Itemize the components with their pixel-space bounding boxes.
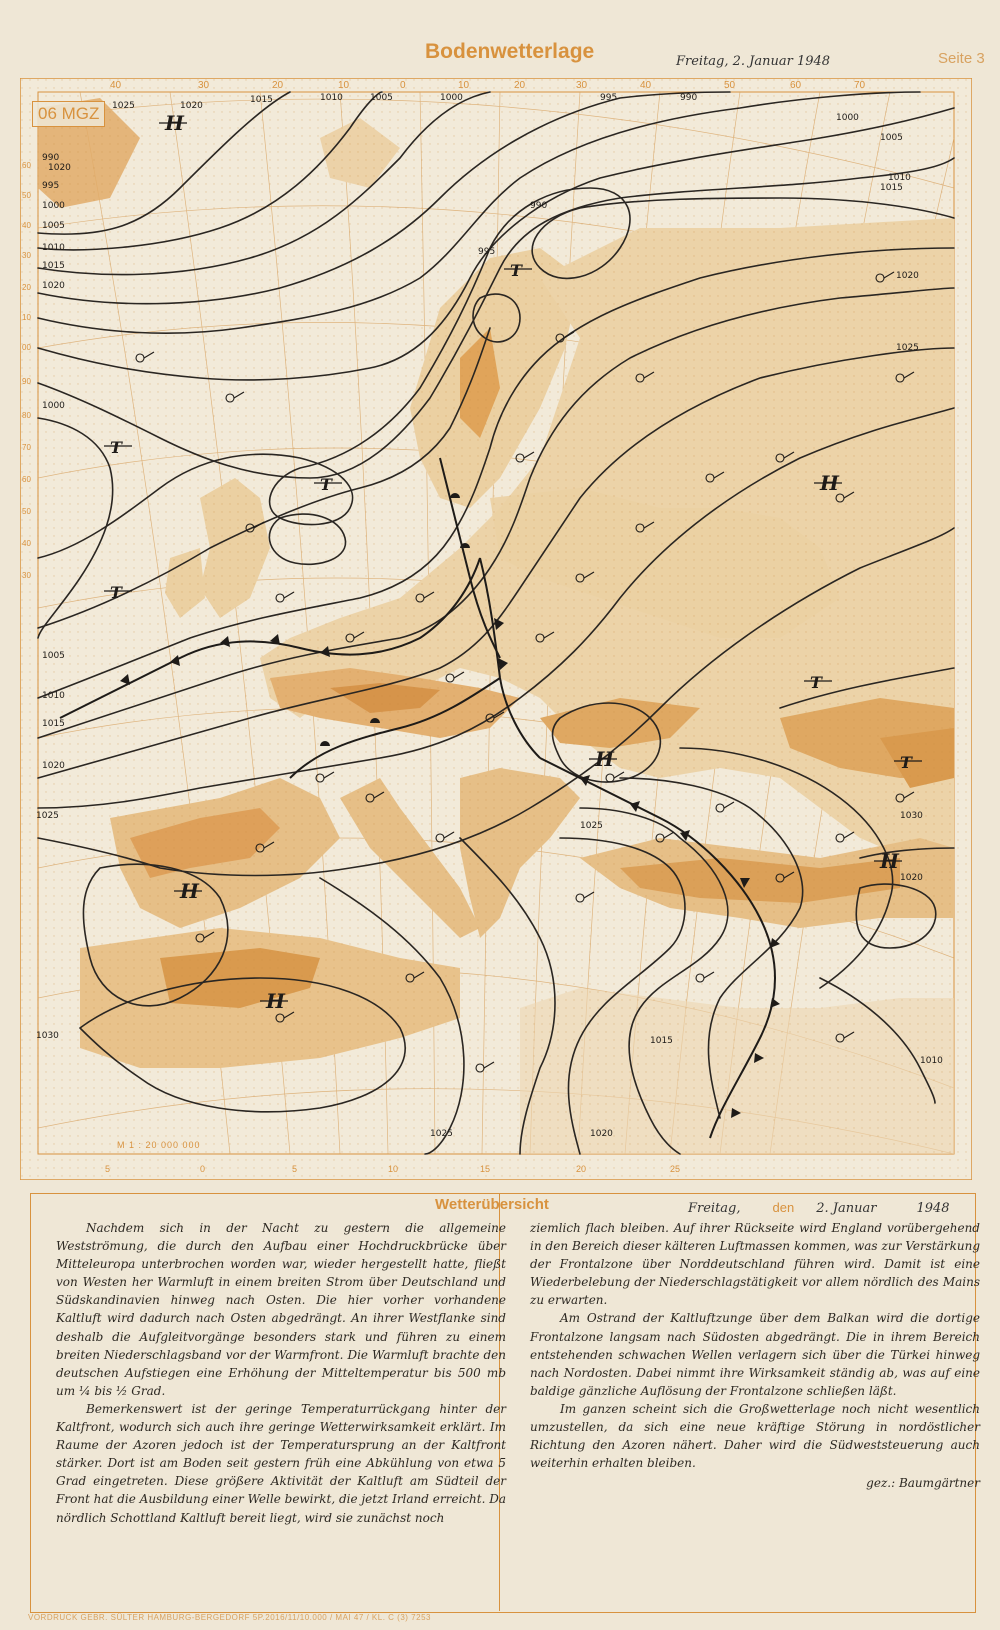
latitude-tick-label: 20: [22, 283, 31, 292]
isobar-label: 1005: [42, 651, 65, 661]
isobar-label: 995: [478, 247, 496, 257]
latitude-tick-label: 00: [22, 343, 31, 352]
paragraph: ziemlich flach bleiben. Auf ihrer Rückseite wird England vorübergehend in den Bereich dieser kälteren Luftmassen kommen, was zur Verstärkung der Frontalzone über Norddeutschland führen wird. Damit ist eine Wiederbelebung der Niederschlagstätigkeit vor allem nördlich des Mains zu erwarten.: [530, 1221, 980, 1308]
isobar-label: 1025: [896, 343, 919, 353]
header-date: Freitag, 2. Januar 1948: [676, 54, 831, 69]
isobar-label: 1025: [36, 811, 59, 821]
isobar-label: 1010: [920, 1056, 943, 1066]
latitude-tick-label: 60: [22, 161, 31, 170]
isobar-label: 1015: [250, 95, 273, 105]
high-center-letter: H: [880, 849, 899, 873]
isobar-label: 1015: [42, 719, 65, 729]
longitude-tick-label: 0: [400, 80, 406, 91]
high-center-letter: H: [820, 471, 839, 495]
latitude-tick-label: 90: [22, 377, 31, 386]
overview-left-column: [56, 1219, 506, 1527]
longitude-tick-label: 5: [105, 1164, 111, 1174]
isobar-label: 995: [600, 93, 618, 103]
surface-weather-map: [20, 78, 972, 1180]
high-center-letter: H: [595, 747, 614, 771]
paragraph: Im ganzen scheint sich die Großwetterlage noch nicht wesentlich umzustellen, da sich eine neue kräftige Störung in nordöstlicher Richtung den Azoren nähert. Daher wird die Südweststeuerung auch weiterhin erhalten bleiben.: [530, 1401, 980, 1471]
isobar-label: 1010: [42, 691, 65, 701]
isobar-label: 1010: [42, 243, 65, 253]
isobar-label: 1000: [836, 113, 859, 123]
date-den-label: den: [772, 1200, 795, 1215]
longitude-tick-label: 30: [576, 80, 588, 91]
longitude-tick-label: 50: [724, 80, 736, 91]
isobar-label: 1020: [896, 271, 919, 281]
longitude-tick-label: 10: [388, 1164, 399, 1174]
isobar-label: 990: [530, 201, 548, 211]
longitude-tick-label: 10: [458, 80, 470, 91]
low-center-letter: T: [510, 261, 522, 280]
latitude-tick-label: 50: [22, 191, 31, 200]
signature: gez.: Baumgärtner: [866, 1476, 980, 1491]
latitude-tick-label: 10: [22, 313, 31, 322]
low-center-letter: T: [110, 583, 122, 602]
printer-imprint: VORDRUCK GEBR. SÜLTER HAMBURG-BERGEDORF 5P.2016/11/10.000 / MAI 47 / KL. C (3) 7253: [28, 1613, 431, 1622]
isobar-label: 1025: [580, 821, 603, 831]
latitude-tick-label: 80: [22, 411, 31, 420]
longitude-tick-label: 5: [292, 1164, 298, 1174]
longitude-tick-label: 20: [576, 1164, 587, 1174]
overview-date: [688, 1200, 978, 1216]
observation-time-label: 06 MGZ: [32, 101, 105, 127]
isobar-label: 1020: [180, 101, 203, 111]
longitude-tick-label: 20: [514, 80, 526, 91]
isobar-label: 990: [680, 93, 698, 103]
overview-title: Wetterübersicht: [435, 1196, 549, 1213]
latitude-tick-label: 30: [22, 251, 31, 260]
isobar-label: 1005: [880, 133, 903, 143]
longitude-tick-label: 40: [640, 80, 652, 91]
low-center-letter: T: [320, 475, 332, 494]
longitude-tick-label: 25: [670, 1164, 681, 1174]
isobar-label: 1000: [440, 93, 463, 103]
low-center-letter: T: [900, 753, 912, 772]
high-center-letter: H: [180, 879, 199, 903]
isobar-label: 1005: [370, 93, 393, 103]
overview-right-column: [530, 1219, 980, 1492]
latitude-tick-label: 40: [22, 539, 31, 548]
date-day-month: 2. Januar: [816, 1201, 877, 1216]
high-center-letter: H: [266, 989, 285, 1013]
low-center-letter: T: [810, 673, 822, 692]
isobar-label: 1025: [430, 1129, 453, 1139]
longitude-tick-label: 60: [790, 80, 802, 91]
isobar-label: 1020: [590, 1129, 613, 1139]
low-center-letter: T: [110, 438, 122, 457]
isobar-label: 1025: [112, 101, 135, 111]
latitude-tick-label: 60: [22, 475, 31, 484]
page-number: Seite 3: [938, 50, 985, 67]
longitude-tick-label: 30: [198, 80, 210, 91]
isobar-label: 1030: [900, 811, 923, 821]
isobar-label: 1015: [880, 183, 903, 193]
isobar-label: 990: [42, 153, 60, 163]
longitude-tick-label: 20: [272, 80, 284, 91]
isobar-label: 1010: [888, 173, 911, 183]
isobar-label: 995: [42, 181, 60, 191]
isobar-label: 1000: [42, 201, 65, 211]
date-year: 1948: [916, 1201, 950, 1216]
longitude-tick-label: 70: [854, 80, 866, 91]
longitude-tick-label: 15: [480, 1164, 491, 1174]
high-center-letter: H: [165, 111, 184, 135]
isobar-label: 1015: [650, 1036, 673, 1046]
page-title: Bodenwetterlage: [425, 40, 595, 63]
isobar-label: 1020: [48, 163, 71, 173]
longitude-tick-label: 40: [110, 80, 122, 91]
isobar-label: 1000: [42, 401, 65, 411]
longitude-tick-label: 10: [338, 80, 350, 91]
isobar-label: 1005: [42, 221, 65, 231]
paragraph: Bemerkenswert ist der geringe Temperaturrückgang hinter der Kaltfront, wodurch sich auch ihre geringe Wetterwirksamkeit erklärt. Im Raume der Azoren jedoch ist der Temperatursprung an der Kaltfront stärker. Dort ist am Boden seit gestern früh eine Abkühlung von etwa 5 Grad eingetreten. Diese größere Aktivität der Kaltluft am Südteil der Front hat die Ausbildung einer Welle bewirkt, die jetzt Irland erreicht. Da nördlich Schottland Kaltluft bereit liegt, wird sie zunächst noch: [56, 1401, 506, 1525]
latitude-tick-label: 30: [22, 571, 31, 580]
date-weekday: Freitag,: [688, 1201, 741, 1216]
latitude-tick-label: 70: [22, 443, 31, 452]
map-scale: M 1 : 20 000 000: [117, 1140, 201, 1150]
paragraph: Nachdem sich in der Nacht zu gestern die allgemeine Westströmung, die durch den Aufbau einer Hochdruckbrücke über Mitteleuropa unterbrochen worden war, wieder hergestellt hatte, fließt von Westen her Warmluft in einem breiten Strom über Deutschland und Südskandinavien hinweg nach Osten. Die hier vorher vorhandene Kaltluft wird dadurch nach Osten abgedrängt. An ihrer Westflanke sind deshalb die Aufgleitvorgänge besonders stark und führen zu einem breiten Niederschlagsband vor der Warmfront. Die Warmluft brachte den deutschen Aufstiegen eine Erhöhung der Mitteltemperatur bis 500 mb um ¼ bis ½ Grad.: [56, 1221, 506, 1398]
longitude-tick-label: 0: [200, 1164, 206, 1174]
isobar-label: 1010: [320, 93, 343, 103]
latitude-tick-label: 40: [22, 221, 31, 230]
paragraph: Am Ostrand der Kaltluftzunge über dem Balkan wird die dortige Frontalzone langsam nach Südosten abgedrängt. Die in ihrem Bereich entstehenden schwachen Wellen verlagern sich über die Türkei hinweg nach Nordosten. Dabei nimmt ihre Wirksamkeit ständig ab, was auf eine baldige gänzliche Auflösung der Frontalzone schließen läßt.: [530, 1311, 980, 1398]
latitude-tick-label: 50: [22, 507, 31, 516]
isobar-label: 1020: [900, 873, 923, 883]
isobar-label: 1015: [42, 261, 65, 271]
isobar-label: 1020: [42, 281, 65, 291]
isobar-label: 1030: [36, 1031, 59, 1041]
isobar-label: 1020: [42, 761, 65, 771]
